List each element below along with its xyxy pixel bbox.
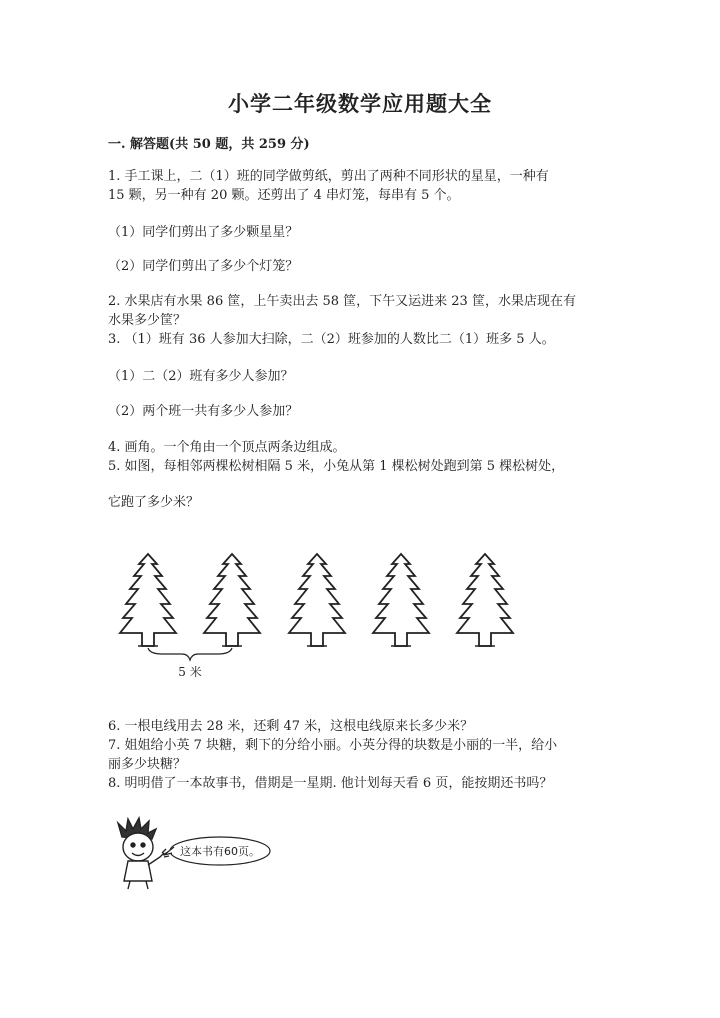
q2-line1: 2. 水果店有水果 86 筐，上午卖出去 58 筐，下午又运进来 23 筐，水果店现在有 — [108, 294, 576, 309]
q1-stem-line2: 15 颗，另一种有 20 颗。还剪出了 4 串灯笼，每串有 5 个。 — [108, 188, 460, 203]
q6-text: 6. 一根电线用去 28 米，还剩 47 米，这根电线原来长多少米？ — [108, 719, 474, 734]
speech-bubble-text: 这本书有60页。 — [180, 845, 260, 858]
pine-tree-icon — [457, 554, 513, 646]
q8-text: 8. 明明借了一本故事书，借期是一星期. 他计划每天看 6 页，能按期还书吗？ — [108, 776, 553, 791]
boy-illustration — [108, 815, 278, 890]
q7-line2: 丽多少块糖？ — [108, 757, 187, 772]
distance-label: 5 米 — [178, 665, 202, 679]
q5-line2: 它跑了多少米？ — [108, 495, 200, 510]
boy-icon — [118, 818, 169, 889]
q5-line1: 5. 如图，每相邻两棵松树相隔 5 米，小兔从第 1 棵松树处跑到第 5 棵松树处， — [108, 459, 565, 474]
q1-part2: （2）同学们剪出了多少个灯笼？ — [108, 259, 299, 274]
q1-part1: （1）同学们剪出了多少颗星星？ — [108, 225, 299, 240]
pine-tree-icon — [120, 554, 176, 646]
speech-bubble — [164, 837, 270, 865]
q4-text: 4. 画角。一个角由一个顶点两条边组成。 — [108, 440, 346, 455]
q3-part1: （1）二（2）班有多少人参加？ — [108, 369, 294, 384]
q3-stem: 3. （1）班有 36 人参加大扫除，二（2）班参加的人数比二（1）班多 5 人。 — [108, 332, 555, 347]
q7-line1: 7. 姐姐给小英 7 块糖，剩下的分给小丽。小英分得的块数是小丽的一半，给小 — [108, 738, 558, 753]
pine-tree-icon — [204, 554, 260, 646]
section-heading: 一. 解答题(共 50 题，共 259 分) — [108, 137, 310, 152]
pine-tree-icon — [373, 554, 429, 646]
pine-tree-figure — [112, 540, 524, 680]
q3-part2: （2）两个班一共有多少人参加？ — [108, 404, 299, 419]
distance-brace — [148, 648, 232, 660]
q1-stem-line1: 1. 手工课上，二（1）班的同学做剪纸，剪出了两种不同形状的星星，一种有 — [108, 169, 549, 184]
pine-tree-icon — [289, 554, 345, 646]
q2-line2: 水果多少筐？ — [108, 313, 187, 328]
page-title: 小学二年级数学应用题大全 — [228, 91, 492, 116]
